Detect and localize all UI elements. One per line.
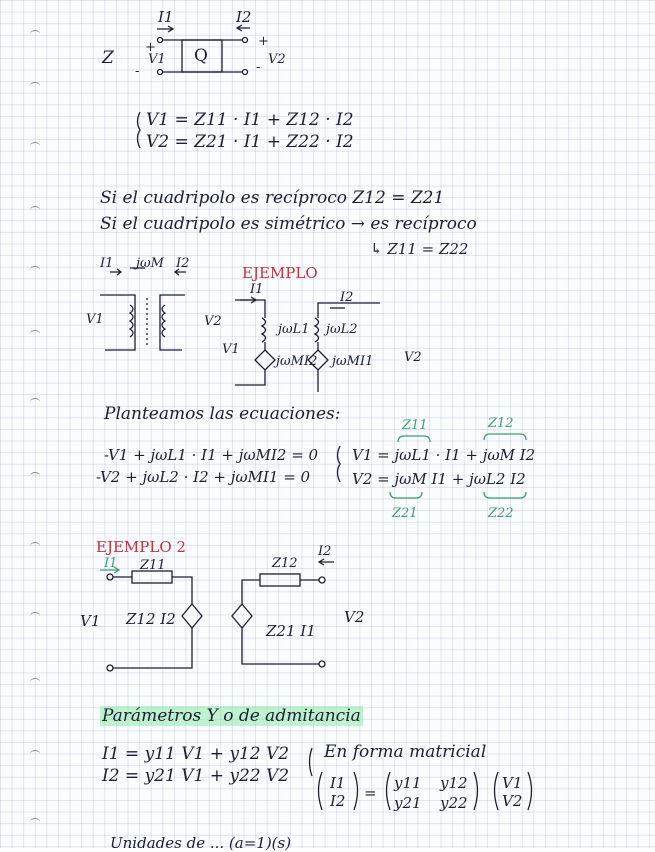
symmetric-note: Si el cuadripolo es simétrico → es recíproco	[100, 214, 477, 234]
q-i2-label: I2	[236, 8, 252, 26]
planteo-title: Planteamos las ecuaciones:	[104, 404, 341, 424]
plus-sign: +	[258, 34, 269, 49]
ex2-source-2-label: Z21 I1	[266, 622, 316, 640]
ex1-jwl2-label: jωL2	[326, 322, 358, 337]
y-equation-1: I1 = y11 V1 + y12 V2	[102, 744, 290, 764]
ex1-v1b-label: V1	[222, 342, 240, 357]
ex2-i1-label: I1	[104, 556, 118, 571]
ex2-z12-label: Z12	[272, 556, 298, 571]
matrix-v1: V1	[502, 774, 523, 792]
matrix-y12: y12	[440, 774, 468, 792]
z12-label: Z12	[488, 416, 514, 431]
equation-a: -V1 + jωL1 · I1 + jωMI2 = 0	[104, 446, 319, 464]
ex1-i2-label: I2	[176, 256, 190, 271]
matrix-y22: y22	[440, 794, 468, 812]
minus-sign: -	[256, 60, 261, 75]
matrix-i1: I1	[330, 774, 346, 792]
q-box-label: Q	[194, 46, 208, 66]
z22-label: Z22	[488, 506, 514, 521]
plus-sign: +	[145, 40, 156, 55]
ex1-v1-label: V1	[86, 312, 104, 327]
ex2-z11-label: Z11	[140, 558, 166, 573]
ex2-i2-label: I2	[318, 544, 332, 559]
matrix-y21: y21	[394, 794, 422, 812]
ex1-v2-label: V2	[204, 314, 222, 329]
symmetric-equation: ↳ Z11 = Z22	[370, 240, 469, 258]
ex2-source-1-label: Z12 I2	[126, 610, 176, 628]
equation-b: -V2 + jωL2 · I2 + jωMI1 = 0	[96, 468, 311, 486]
equation-d: V2 = jωM I1 + jωL2 I2	[352, 470, 526, 488]
ex1-v2b-label: V2	[404, 350, 422, 365]
matrix-title: En forma matricial	[324, 742, 487, 762]
z21-label: Z21	[392, 506, 418, 521]
z-equation-1: V1 = Z11 · I1 + Z12 · I2	[146, 110, 354, 130]
param-y-highlight: Parámetros Y o de admitancia	[102, 706, 361, 726]
ex1-i1b-label: I1	[250, 282, 264, 297]
equation-c: V1 = jωL1 · I1 + jωM I2	[352, 446, 536, 464]
matrix-y11: y11	[394, 774, 422, 792]
ex1-jwm-label: jωM	[136, 256, 164, 271]
z11-label: Z11	[402, 418, 428, 433]
minus-sign: -	[135, 64, 140, 79]
ex1-i2b-label: I2	[340, 290, 354, 305]
param-y-title	[100, 706, 363, 726]
equals-sign: =	[364, 784, 377, 802]
ex1-i1-label: I1	[100, 256, 114, 271]
ex1-source-2-label: jωMI1	[332, 354, 374, 369]
q-v2-label: V2	[268, 52, 286, 67]
ex1-source-1-label: jωMI2	[276, 354, 318, 369]
ex2-v2-label: V2	[344, 608, 365, 626]
ex1-jwl1-label: jωL1	[278, 322, 310, 337]
q-v1-label: V1	[148, 52, 166, 67]
reciprocal-note: Si el cuadripolo es recíproco Z12 = Z21	[100, 188, 445, 208]
z-equation-2: V2 = Z21 · I1 + Z22 · I2	[146, 132, 354, 152]
ex2-v1-label: V1	[80, 612, 101, 630]
matrix-v2: V2	[502, 792, 523, 810]
example-2-title: EJEMPLO 2	[96, 538, 186, 556]
q-i1-label: I1	[158, 8, 174, 26]
y-equation-2: I2 = y21 V1 + y22 V2	[102, 766, 290, 786]
q-z-label: Z	[102, 48, 114, 68]
matrix-i2: I2	[330, 792, 346, 810]
cut-off-line: Unidades de ... (a=1)(s)	[110, 834, 292, 852]
example-1-title: EJEMPLO	[242, 264, 318, 282]
